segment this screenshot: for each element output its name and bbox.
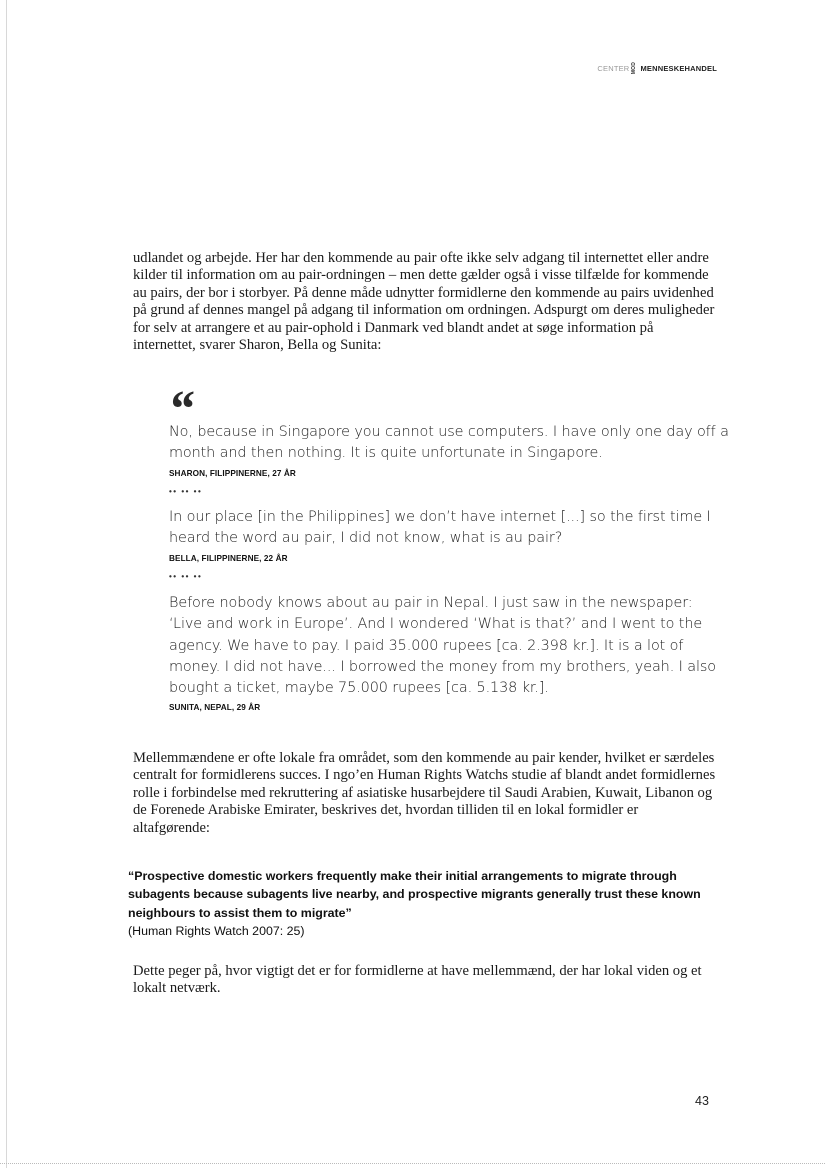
page-header — [597, 62, 717, 74]
body-paragraph-3: Dette peger på, hvor vigtigt det er for formidlerne at have mellemmænd, der har lokal viden og et lokalt netværk. — [133, 963, 702, 997]
header-title: MENNESKEHANDEL — [640, 63, 717, 73]
header-center: CENTER — [597, 63, 630, 73]
quote-mark-icon: “ — [168, 381, 194, 438]
body-paragraph-2: Mellemmændene er ofte lokale fra området, som den kommende au pair kender, hvilket er særdeles centralt for formidlerens succes. I ngo’en Human Rights Watchs studie af blandt andet formidlernes rolle i forbindelse med rekruttering af asiatiske husarbejdere til Saudi Arabien, Kuwait, Libanon og de Forenede Arabiske Emirater, beskrives det, hvordan tilliden til en lokal formidler er altafgørende: — [133, 750, 716, 836]
quote-sunita: Before nobody knows about au pair in Nepal. I just saw in the newspaper: ‘Live and work in Europe’. And I wondered ‘What is that?’ and I went to the agency. We have to pay. I paid 35.000 rupees [ca. 2.398 kr.]. It is a lot of money. I did not have... I borrowed the money from my brothers, yeah. I also bought a ticket, maybe 75.000 rupees [ca. 5.138 kr.]. — [169, 595, 716, 697]
block-quote-text: “Prospective domestic workers frequently make their initial arrangements to migrate through subagents because subagents live nearby, and prospective migrants generally trust these known neighbours to assist them to migrate” — [128, 869, 701, 920]
quote-attribution-sharon: SHARON, FILIPPINERNE, 27 ÅR — [169, 469, 296, 478]
quote-separator: •• •• •• — [169, 487, 203, 496]
page-bottom-edge — [0, 1163, 825, 1164]
header-mod: MOD — [631, 62, 638, 75]
block-quote-source: (Human Rights Watch 2007: 25) — [128, 924, 305, 939]
block-quote — [128, 867, 718, 940]
quote-bella: In our place [in the Philippines] we don’t have internet [...] so the first time I heard the word au pair, I did not know, what is au pair? — [169, 509, 711, 547]
quote-sharon: No, because in Singapore you cannot use computers. I have only one day off a month and then nothing. It is quite unfortunate in Singapore. — [169, 424, 729, 462]
quote-attribution-bella: BELLA, FILIPPINERNE, 22 ÅR — [169, 554, 288, 563]
quote-attribution-sunita: SUNITA, NEPAL, 29 ÅR — [169, 703, 261, 712]
page-number: 43 — [695, 1094, 709, 1108]
body-paragraph-1: udlandet og arbejde. Her har den kommende au pair ofte ikke selv adgang til internettet eller andre kilder til information om au pair-ordningen – men dette gælder også i visse tilfælde for kommende au pairs, der bor i storbyer. På denne måde udnytter formidlerne den kommende au pairs uvidenhed på grund af dennes mangel på adgang til information om ordningen. Adspurgt om deres muligheder for selv at arrangere et au pair-ophold i Danmark ved blandt andet at søge information på internettet, svarer Sharon, Bella og Sunita: — [133, 250, 715, 354]
page-edge — [6, 0, 7, 1168]
quote-separator: •• •• •• — [169, 572, 203, 581]
